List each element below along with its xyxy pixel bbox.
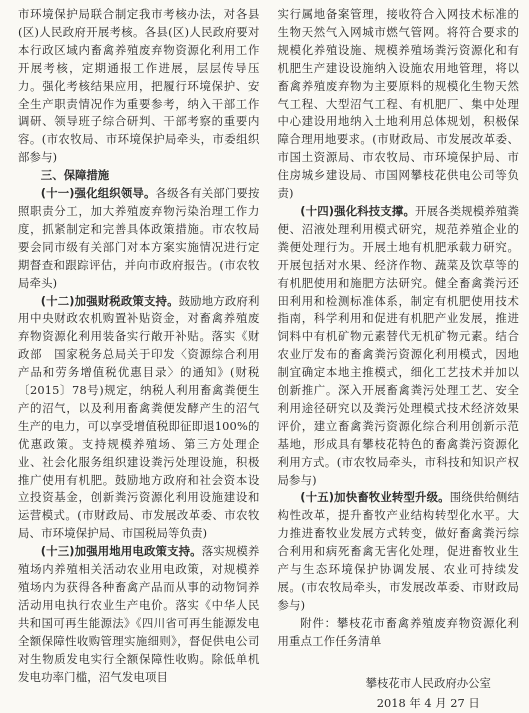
paragraph-text: 市环境保护局联合制定我市考核办法，对各县(区)人民政府开展考核。各县(区)人民政府要对本行政区域内畜禽养殖废弃物资源化利用工作开展考核，定期通报工作进展，层层传导压力。强化考核结果应用，把履行环境保护、安全生产职责情况作为重要参考，纳入干部工作调研、领导班子综合研判、干部考察的重要内容。(市农牧局、市环境保护局牵头，市委组织部参与) bbox=[18, 7, 260, 165]
paragraph-text: 鼓励地方政府利用中央财政农机购置补贴资金，对畜禽养殖废弃物资源化利用装备实行敞开补贴。落实《财政部 国家税务总局关于印发〈资源综合利用产品和劳务增值税优惠目录〉的通知》(财税〔2015〕78号)规定，纳税人利用畜禽粪便生产的沼气，以及利用畜禽粪便发酵产生的沼气生产的电力，可以享受增值税即征即退100%的优惠政策。支持规模养殖场、第三方处理企业、社会化服务组织建设粪污处理设施，积极推广使用有机肥。鼓励地方政府和社会资本设立投资基金，创新粪污资源化利用设施建设和运营模式。(市财政局、市发展改革委、市农牧局、市环境保护局、市国税局等负责) bbox=[18, 293, 260, 541]
paragraph bbox=[18, 185, 260, 292]
paragraph bbox=[278, 203, 520, 490]
paragraph-lead-heading: (十三)加强用地用电政策支持。 bbox=[40, 544, 202, 559]
paragraph bbox=[18, 543, 260, 686]
paragraph-text: 开展各类规模养殖粪便、沼液处理利用模式研究，规范养殖企业的粪便处理行为。开展土地有机肥承载力研究。开展包括对水果、经济作物、蔬菜及饮草等的有机肥使用和施肥方法研究。健全畜禽粪污还田利用和检测标准体系，制定有机肥使用技术指南，科学利用和促进有机肥产业发展，推进饲料中有机矿物元素替代无机矿物元素。结合农业厅发布的畜禽粪污资源化利用模式，因地制宜确定本地主推模式，细化工艺技术并加以创新推广。深入开展畜禽粪污处理工艺、安全利用途径研究以及粪污处理模式技术经济效果评价，建立畜禽粪污资源化综合利用创新示范基地，形成具有攀枝花特色的畜禽粪污资源化利用方式。(市农牧局牵头，市科技和知识产权局参与) bbox=[277, 203, 520, 487]
paragraph bbox=[18, 293, 260, 544]
issue-date: 2018 年 4 月 27 日 bbox=[376, 695, 480, 710]
two-column-body bbox=[18, 6, 519, 713]
paragraph-text: 围绕供给侧结构性改革，提升畜牧产业结构转型化水平。大力推进畜牧业发展方式转变，做好畜禽粪污综合利用和病死畜禽无害化处理，促进畜牧业生产与生态环境保护协调发展、农业可持续发展。(市农牧局牵头，市发展改革委、市财政局参与) bbox=[277, 490, 519, 612]
paragraph-text: 实行属地备案管理，接收符合入网技术标准的生物天然气入网城市燃气管网。将符合要求的规模化养殖设施、规模养殖场粪污资源化和有机肥生产建设设施纳入设施农用地管理，将以畜禽养殖废弃物为主要原料的规模化生物天然气工程、大型沼气工程、有机肥厂、集中处理中心建设用地纳入土地利用总体规划，积极保障合理用地要求。(市财政局、市发展改革委、市国土资源局、市农牧局、市环境保护局、市住房城乡建设局、市国网攀枝花供电公司等负责) bbox=[277, 7, 519, 201]
paragraph-text: 各级各有关部门要按照职责分工，加大养殖废弃物污染治理工作力度，抓紧制定和完善具体政策措施。市农牧局要会同市级有关部门对本方案实施情况进行定期督查和跟踪评估，并向市政府报告。(市农牧局牵头) bbox=[18, 186, 260, 290]
paragraph bbox=[18, 6, 260, 167]
paragraph-lead-heading: (十二)加强财税政策支持。 bbox=[40, 293, 179, 308]
left-column bbox=[18, 6, 260, 713]
right-column bbox=[278, 6, 520, 713]
paragraph-lead-heading: (十五)加快畜牧业转型升级。 bbox=[300, 490, 450, 505]
paragraph bbox=[278, 489, 520, 614]
paragraph-text: 落实规模养殖场内养殖相关活动农业用电政策，对规模养殖场内为获得各种畜禽产品而从事的动物饲养活动用电执行农业生产电价。落实《中华人民共和国可再生能源法》《四川省可再生能源发电全额保障性收购管理实施细则》，督促供电公司对生物质发电实行全额保障性收购。除低单机发电功率门槛，沼气发电项目 bbox=[18, 544, 260, 684]
paragraph bbox=[278, 6, 520, 203]
paragraph bbox=[278, 615, 520, 651]
paragraph-lead-heading: (十一)强化组织领导。 bbox=[40, 186, 156, 201]
paragraph-lead-heading: (十四)强化科技支撑。 bbox=[300, 203, 416, 218]
issuer-signature: 攀枝花市人民政府办公室 bbox=[365, 675, 491, 690]
section-heading: 三、保障措施 bbox=[40, 168, 110, 183]
paragraph-text: 附件：攀枝花市畜禽养殖废弃物资源化利用重点工作任务清单 bbox=[277, 615, 519, 648]
